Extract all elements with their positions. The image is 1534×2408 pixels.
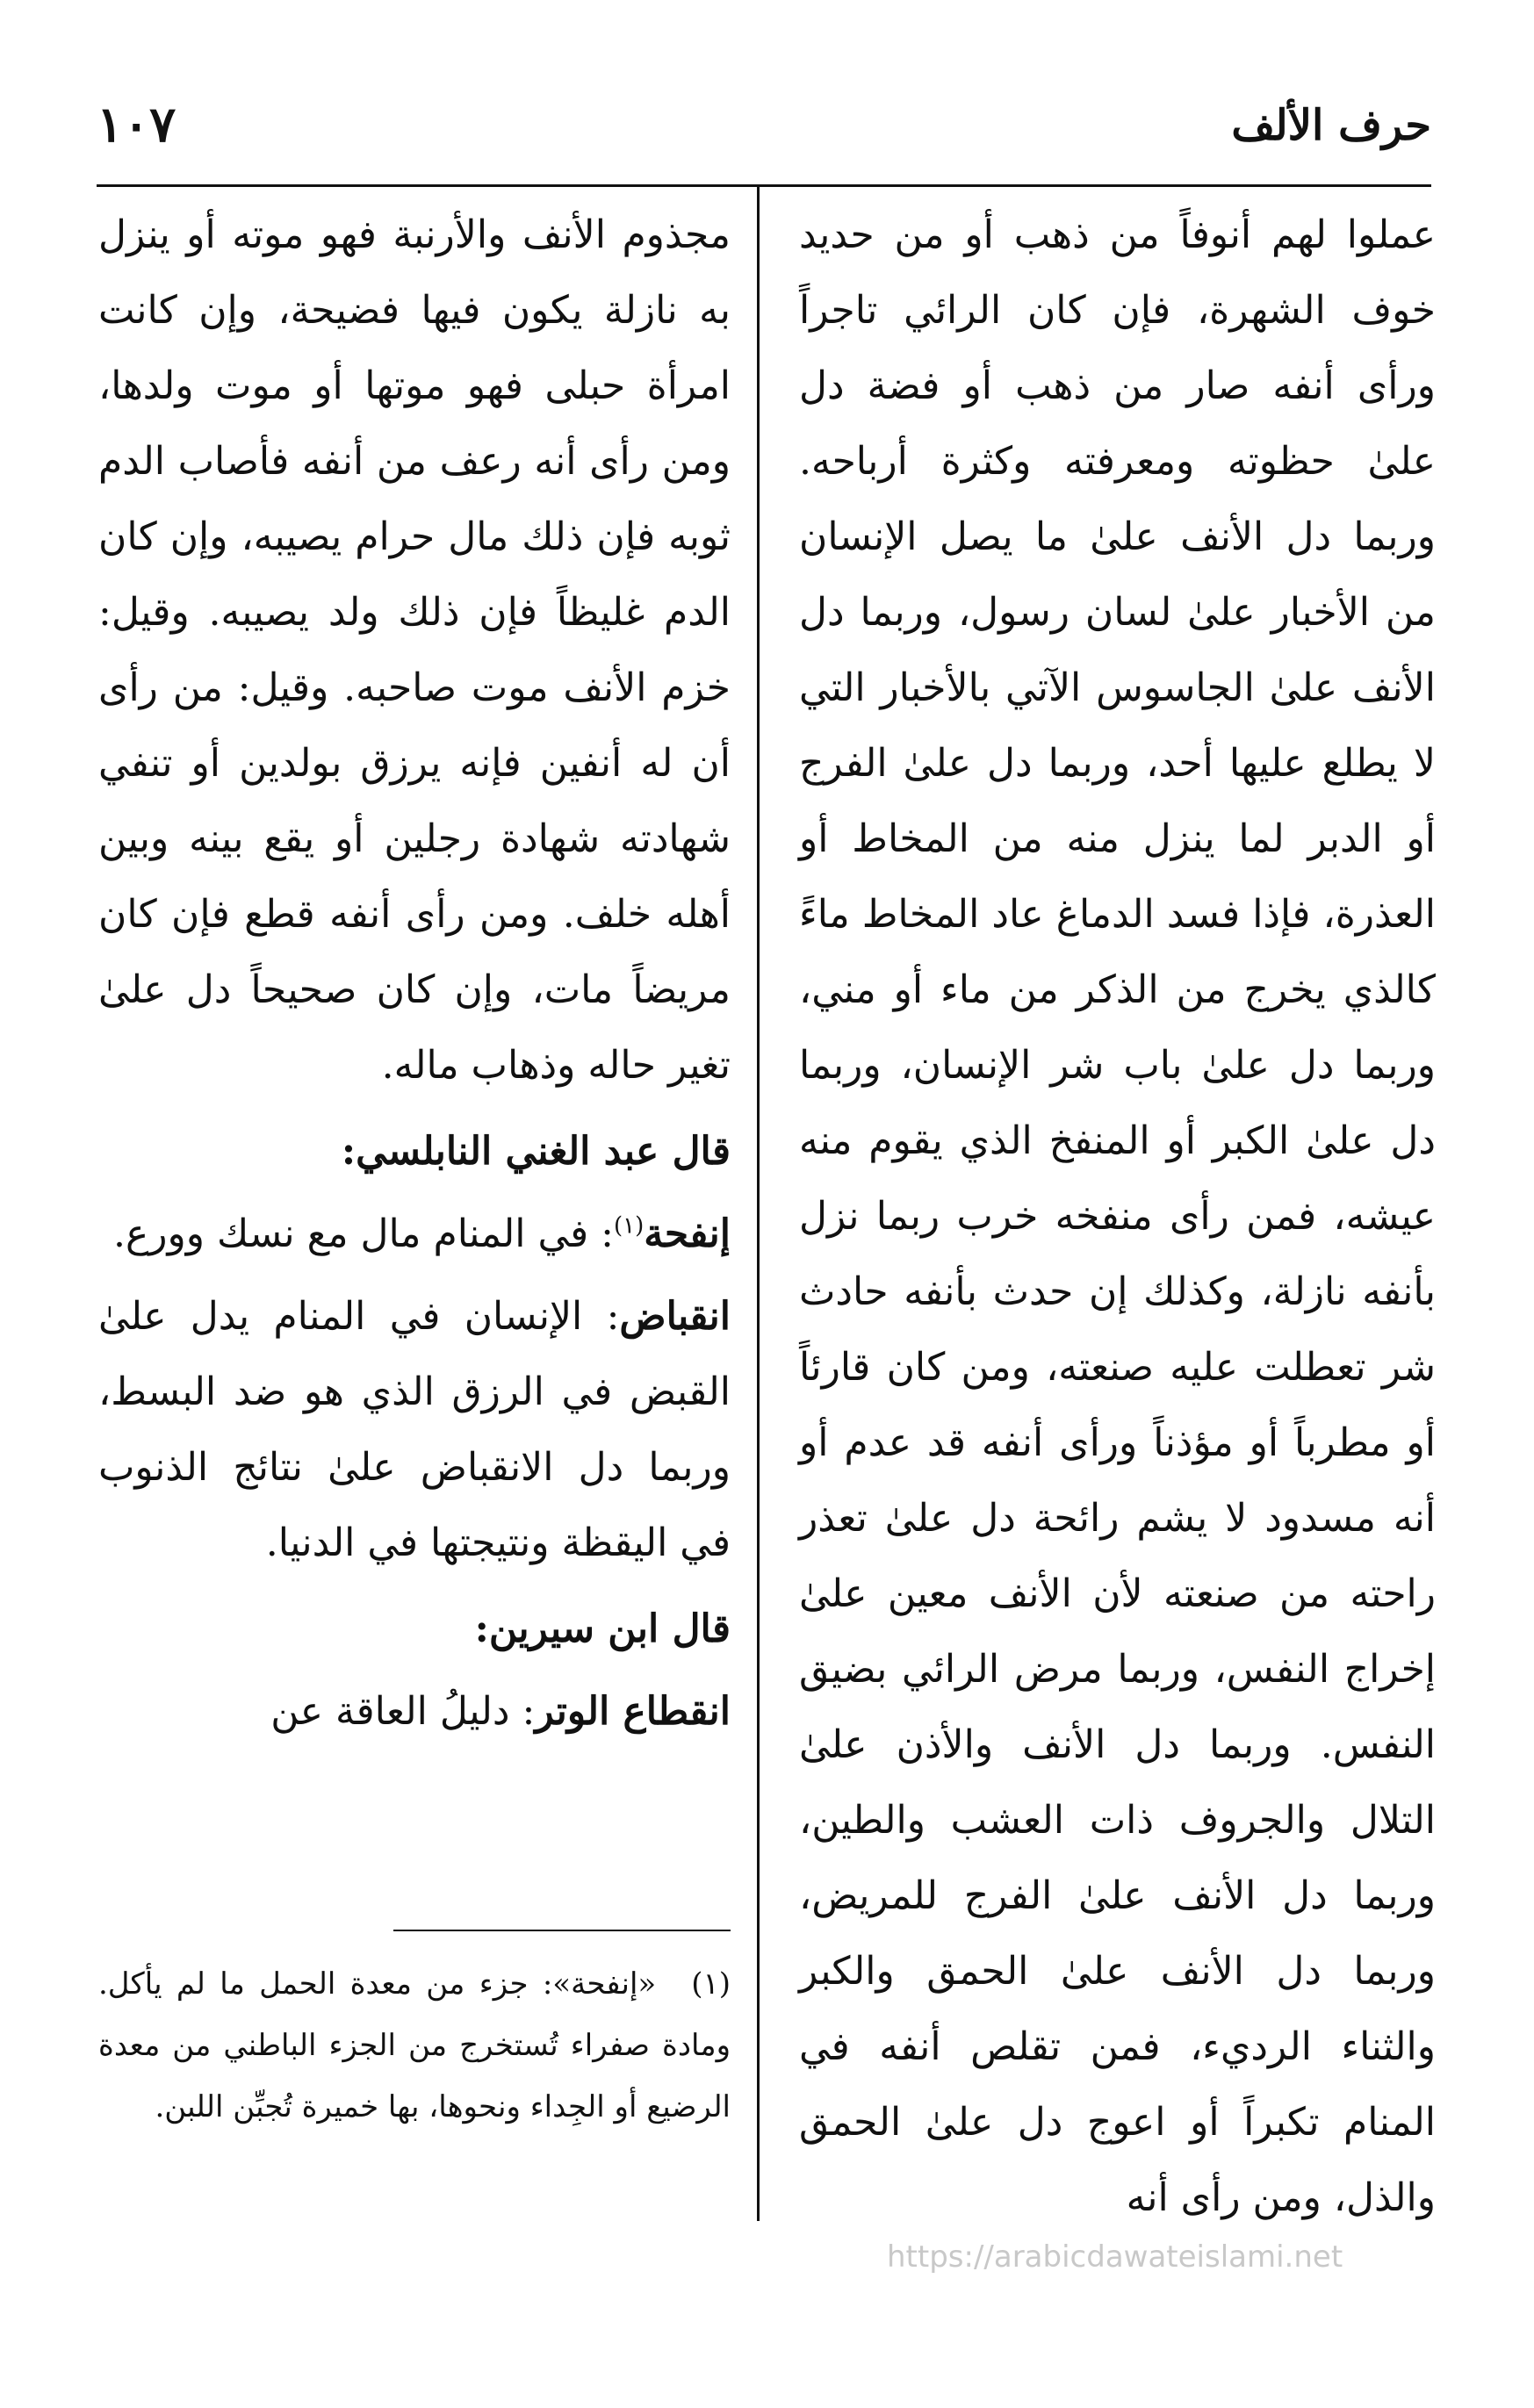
footnote-ref[interactable]: (١) xyxy=(613,1212,645,1240)
watermark-url: https://arabicdawateislami.net xyxy=(887,2239,1343,2275)
entry-inqitaa-alwatar xyxy=(98,1674,731,1750)
footnote xyxy=(98,1953,731,2138)
entry-text: : الإنسان في المنام يدل علىٰ القبض في الرزق الذي هو ضد البسط، وربما دل الانقباض علىٰ نتائج الذنوب في اليقظة ونتيجتها في الدنيا. xyxy=(98,1294,731,1565)
entry-term: إنفحة xyxy=(644,1211,731,1256)
chapter-title: حرف الألف xyxy=(1231,101,1431,150)
entry-infaha xyxy=(98,1197,731,1272)
footnote-rule xyxy=(393,1930,731,1931)
right-column xyxy=(799,198,1436,2236)
right-column-text: عملوا لهم أنوفاً من ذهب أو من حديد خوف الشهرة، فإن كان الرائي تاجراً ورأى أنفه صار من ذهب أو فضة دل علىٰ حظوته ومعرفته وكثرة أرباحه. وربما دل الأنف علىٰ ما يصل الإنسان من الأخبار علىٰ لسان رسول، وربما دل الأنف علىٰ الجاسوس الآتي بالأخبار التي لا يطلع عليها أحد، وربما دل علىٰ الفرج أو الدبر لما ينزل منه من المخاط أو العذرة، فإذا فسد الدماغ عاد المخاط ماءً كالذي يخرج من الذكر من ماء أو مني، وربما دل علىٰ باب شر الإنسان، وربما دل علىٰ الكبر أو المنفخ الذي يقوم منه عيشه، فمن رأى منفخه خرب ربما نزل بأنفه نازلة، وكذلك إن حدث بأنفه حادث شر تعطلت عليه صنعته، ومن كان قارئاً أو مطرباً أو مؤذناً ورأى أنفه قد عدم أو أنه مسدود لا يشم رائحة دل علىٰ تعذر راحته من صنعته لأن الأنف معين علىٰ إخراج النفس، وربما مرض الرائي بضيق النفس. وربما دل الأنف والأذن علىٰ التلال والجروف ذات العشب والطين، وربما دل الأنف علىٰ الفرج للمريض، وربما دل الأنف علىٰ الحمق والكبر والثناء الرديء، فمن تقلص أنفه في المنام تكبراً أو اعوج دل علىٰ الحمق والذل، ومن رأى أنه xyxy=(799,212,1436,2220)
page-number: ١٠٧ xyxy=(97,96,176,154)
entry-text: : في المنام مال مع نسك وورع. xyxy=(113,1211,614,1256)
footnote-text: «إنفحة»: جزء من معدة الحمل ما لم يأكل. ومادة صفراء تُستخرج من الجزء الباطني من معدة الرضيع أو الجِداء ونحوها، بها خميرة تُجبِّن اللبن. xyxy=(98,1966,731,2124)
section-heading-ibn-sirin: قال ابن سيرين: xyxy=(474,1607,731,1651)
page-header xyxy=(97,96,1431,180)
header-rule xyxy=(97,184,1431,187)
entry-inqibad xyxy=(98,1279,731,1581)
section-heading-nabulsi: قال عبد الغني النابلسي: xyxy=(341,1129,731,1174)
left-column-intro: مجذوم الأنف والأرنبة فهو موته أو ينزل به نازلة يكون فيها فضيحة، وإن كانت امرأة حبلى فهو موتها أو موت ولدها، ومن رأى أنه رعف من أنفه فأصاب الدم ثوبه فإن ذلك مال حرام يصيبه، وإن كان الدم غليظاً فإن ذلك ولد يصيبه. وقيل: خزم الأنف موت صاحبه. وقيل: من رأى أن له أنفين فإنه يرزق بولدين أو تنفي شهادته شهادة رجلين أو يقع بينه وبين أهله خلف. ومن رأى أنفه قطع فإن كان مريضاً مات، وإن كان صحيحاً دل علىٰ تغير حاله وذهاب ماله. xyxy=(98,212,731,1088)
entry-text: : دليلُ العاقة عن xyxy=(270,1689,536,1734)
footnote-number: (١) xyxy=(691,1966,731,2002)
column-divider xyxy=(757,184,760,2221)
entry-term: انقباض xyxy=(619,1294,731,1339)
left-column xyxy=(98,198,731,1750)
entry-term: انقطاع الوتر xyxy=(535,1689,731,1734)
